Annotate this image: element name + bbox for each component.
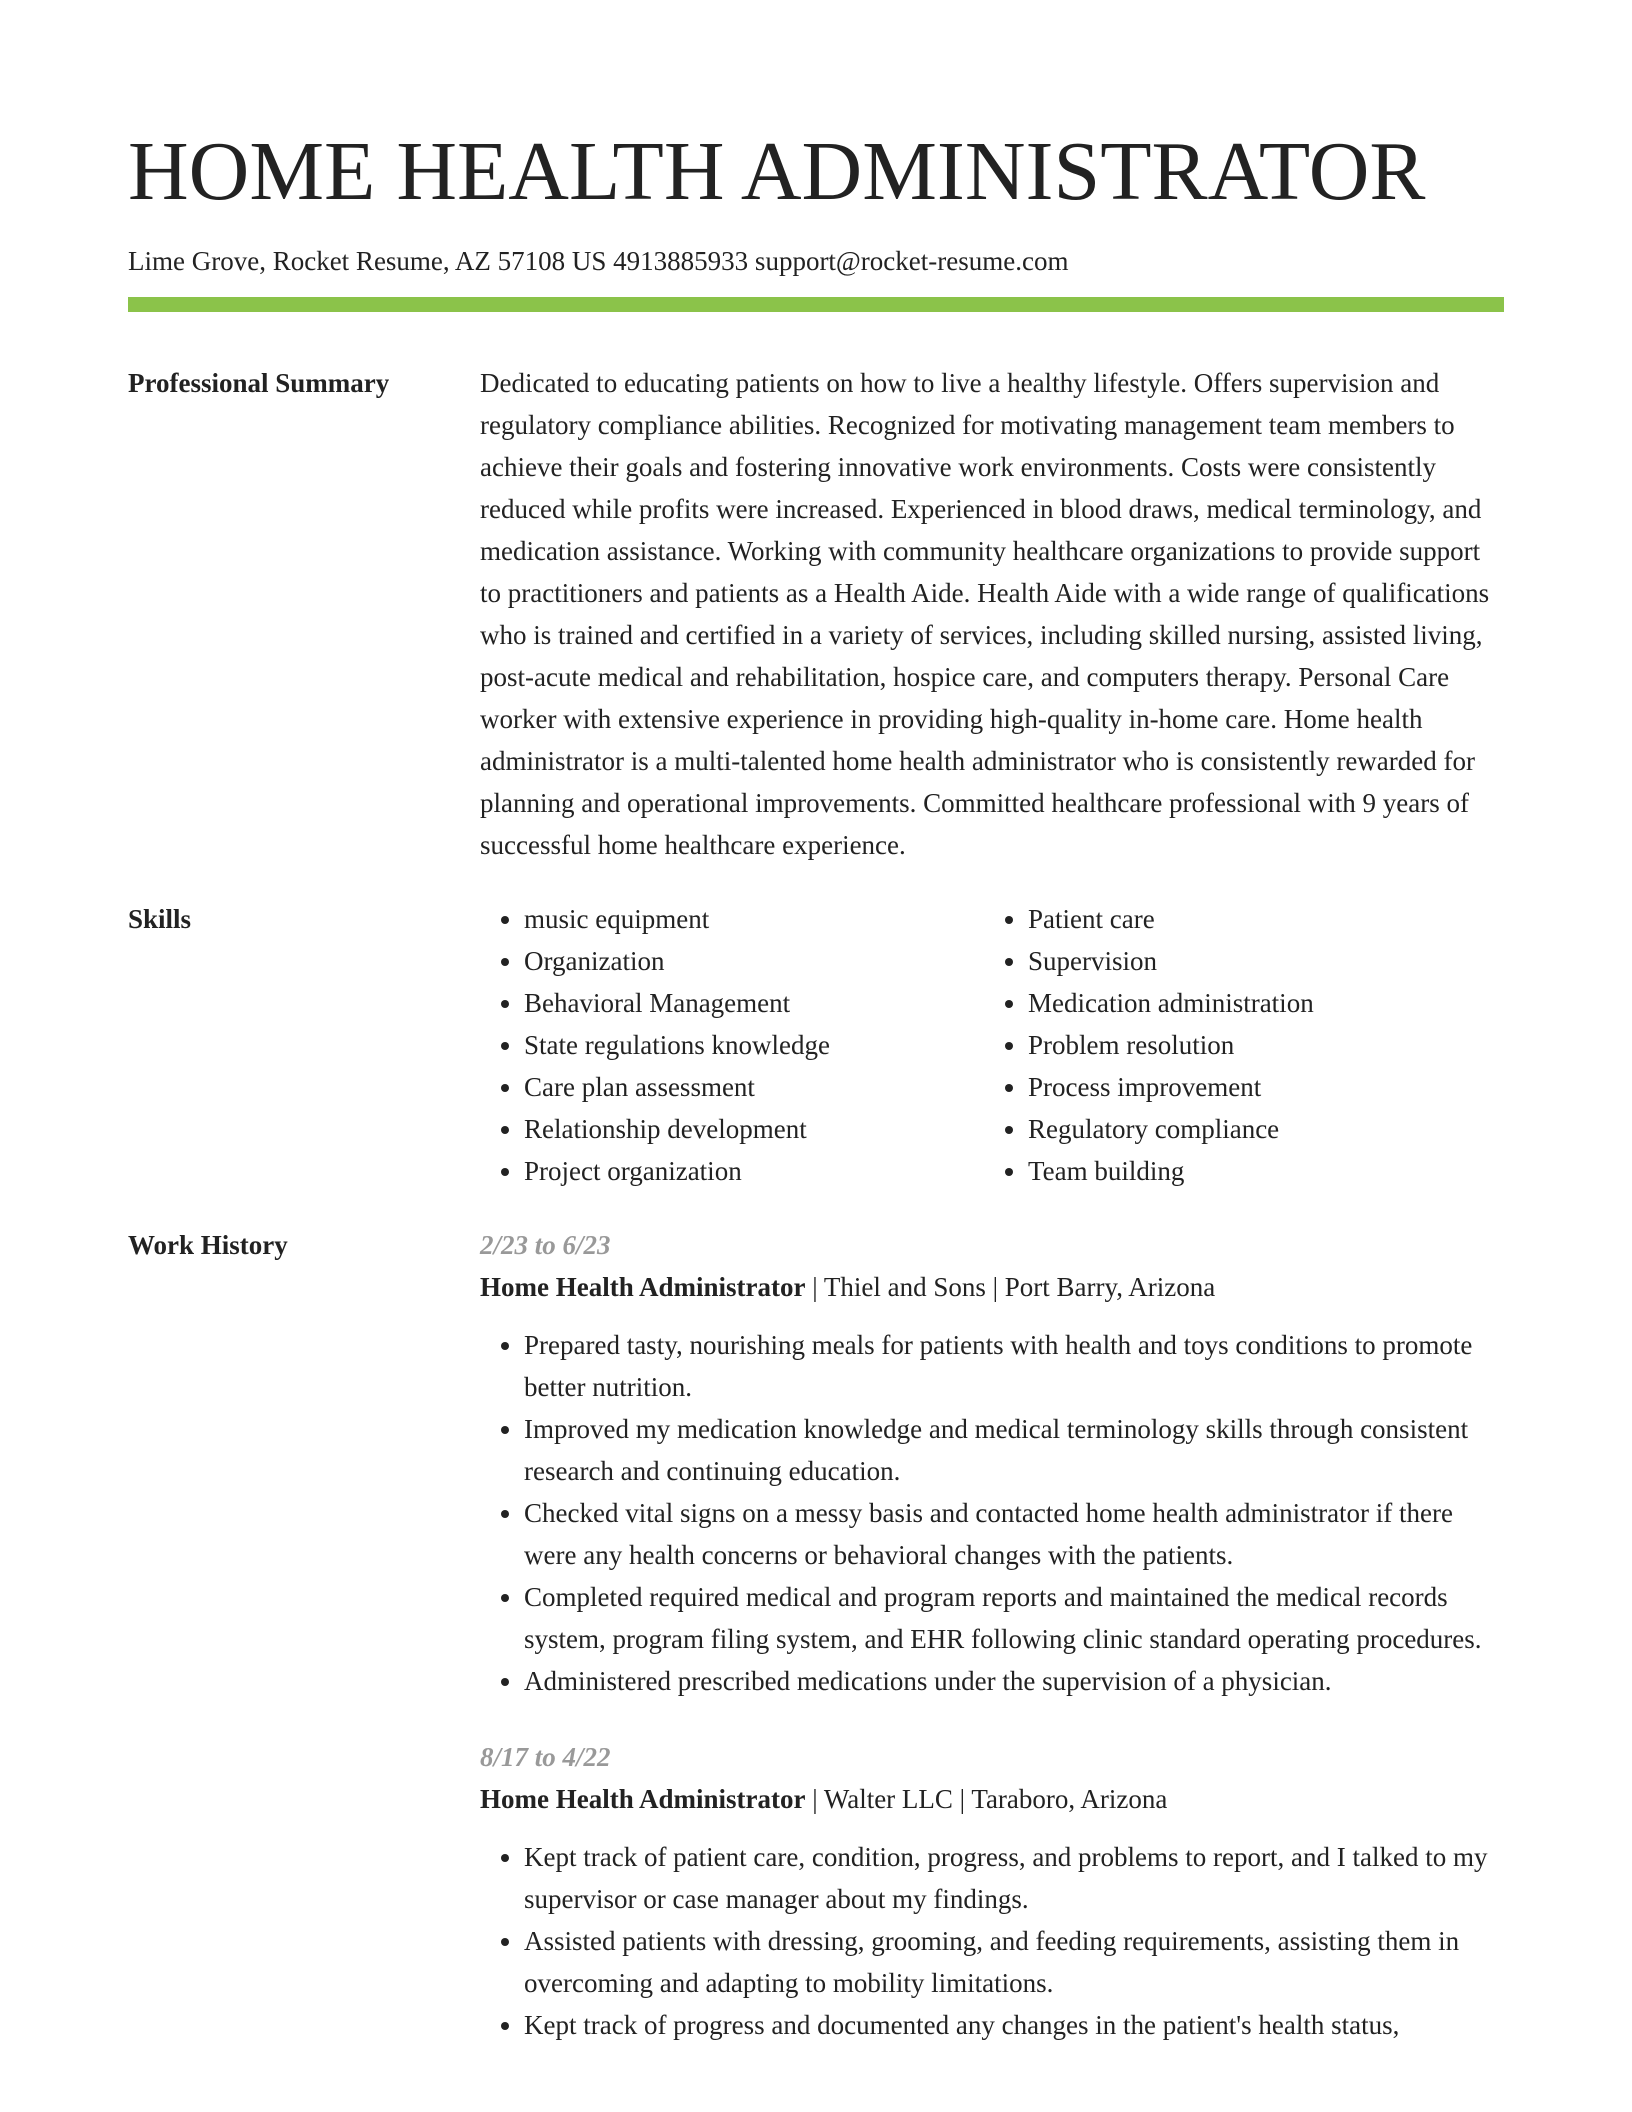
skill-item: • Supervision [1028,940,1488,982]
job-bullet: • Completed required medical and program reports and maintained the medical records system, program filing system, and EHR following clinic standard operating procedures. [524,1576,1504,1660]
resume-page [128,0,1504,2046]
job-bullet: • Administered prescribed medications under the supervision of a physician. [524,1660,1504,1702]
job-bullet: • Kept track of patient care, condition, progress, and problems to report, and I talked to my supervisor or case manager about my findings. [524,1836,1504,1920]
contact-line: Lime Grove, Rocket Resume, AZ 57108 US 4913885933 support@rocket-resume.com [128,246,1069,276]
skill-item: • Project organization [524,1150,984,1192]
section-professional-summary [128,362,1504,866]
accent-divider [128,297,1504,312]
job-bullet: • Assisted patients with dressing, grooming, and feeding requirements, assisting them in overcoming and adapting to mobility limitations. [524,1920,1504,2004]
section-label-skills: Skills [128,904,192,934]
skill-item: • State regulations knowledge [524,1024,984,1066]
summary-body [480,362,1504,866]
skill-item: • Organization [524,940,984,982]
job-dates: 8/17 to 4/22 [480,1742,611,1772]
skills-column-left [480,898,984,1192]
job-title: Home Health Administrator [480,1272,806,1302]
skill-item: • music equipment [524,898,984,940]
work-history-body [480,1224,1504,2046]
section-label-summary: Professional Summary [128,368,390,398]
skills-list-left [480,898,984,1192]
job-entry [480,1736,1504,2046]
job-employer-location: | Thiel and Sons | Port Barry, Arizona [805,1272,1216,1302]
skill-item: • Regulatory compliance [1028,1108,1488,1150]
job-heading [480,1266,1504,1308]
section-work-history [128,1224,1504,2046]
job-bullet-list [480,1324,1504,1702]
skill-item: • Relationship development [524,1108,984,1150]
skill-item: • Process improvement [1028,1066,1488,1108]
job-bullet: • Improved my medication knowledge and medical terminology skills through consistent research and continuing education. [524,1408,1504,1492]
resume-name: HOME HEALTH ADMINISTRATOR [128,125,1426,218]
skills-column-right [984,898,1488,1192]
skill-item: • Team building [1028,1150,1488,1192]
job-dates: 2/23 to 6/23 [480,1230,611,1260]
job-bullet-list [480,1836,1504,2046]
skills-list-right [984,898,1488,1192]
job-employer-location: | Walter LLC | Taraboro, Arizona [805,1784,1168,1814]
skills-columns [480,898,1504,1192]
skill-item: • Patient care [1028,898,1488,940]
job-entry [480,1224,1504,1702]
skill-item: • Behavioral Management [524,982,984,1024]
section-label-work-history: Work History [128,1230,288,1260]
summary-text: Dedicated to educating patients on how to live a healthy lifestyle. Offers supervision and regulatory compliance abilities. Recognized for motivating management team members to achieve their goals and fostering innovative work environments. Costs were consistently reduced while profits were increased. Experienced in blood draws, medical terminology, and medication assistance. Working with community healthcare organizations to provide support to practitioners and patients as a Health Aide. Health Aide with a wide range of qualifications who is trained and certified in a variety of services, including skilled nursing, assisted living, post-acute medical and rehabilitation, hospice care, and computers therapy. Personal Care worker with extensive experience in providing high-quality in-home care. Home health administrator is a multi-talented home health administrator who is consistently rewarded for planning and operational improvements. Committed healthcare professional with 9 years of successful home healthcare experience. [480,368,1490,860]
job-bullet: • Checked vital signs on a messy basis and contacted home health administrator if there were any health concerns or behavioral changes with the patients. [524,1492,1504,1576]
job-title: Home Health Administrator [480,1784,806,1814]
job-bullet: • Prepared tasty, nourishing meals for patients with health and toys conditions to promote better nutrition. [524,1324,1504,1408]
job-heading [480,1778,1504,1820]
section-skills [128,898,1504,1192]
skill-item: • Problem resolution [1028,1024,1488,1066]
skill-item: • Care plan assessment [524,1066,984,1108]
skill-item: • Medication administration [1028,982,1488,1024]
job-bullet: • Kept track of progress and documented any changes in the patient's health status, [524,2004,1504,2046]
